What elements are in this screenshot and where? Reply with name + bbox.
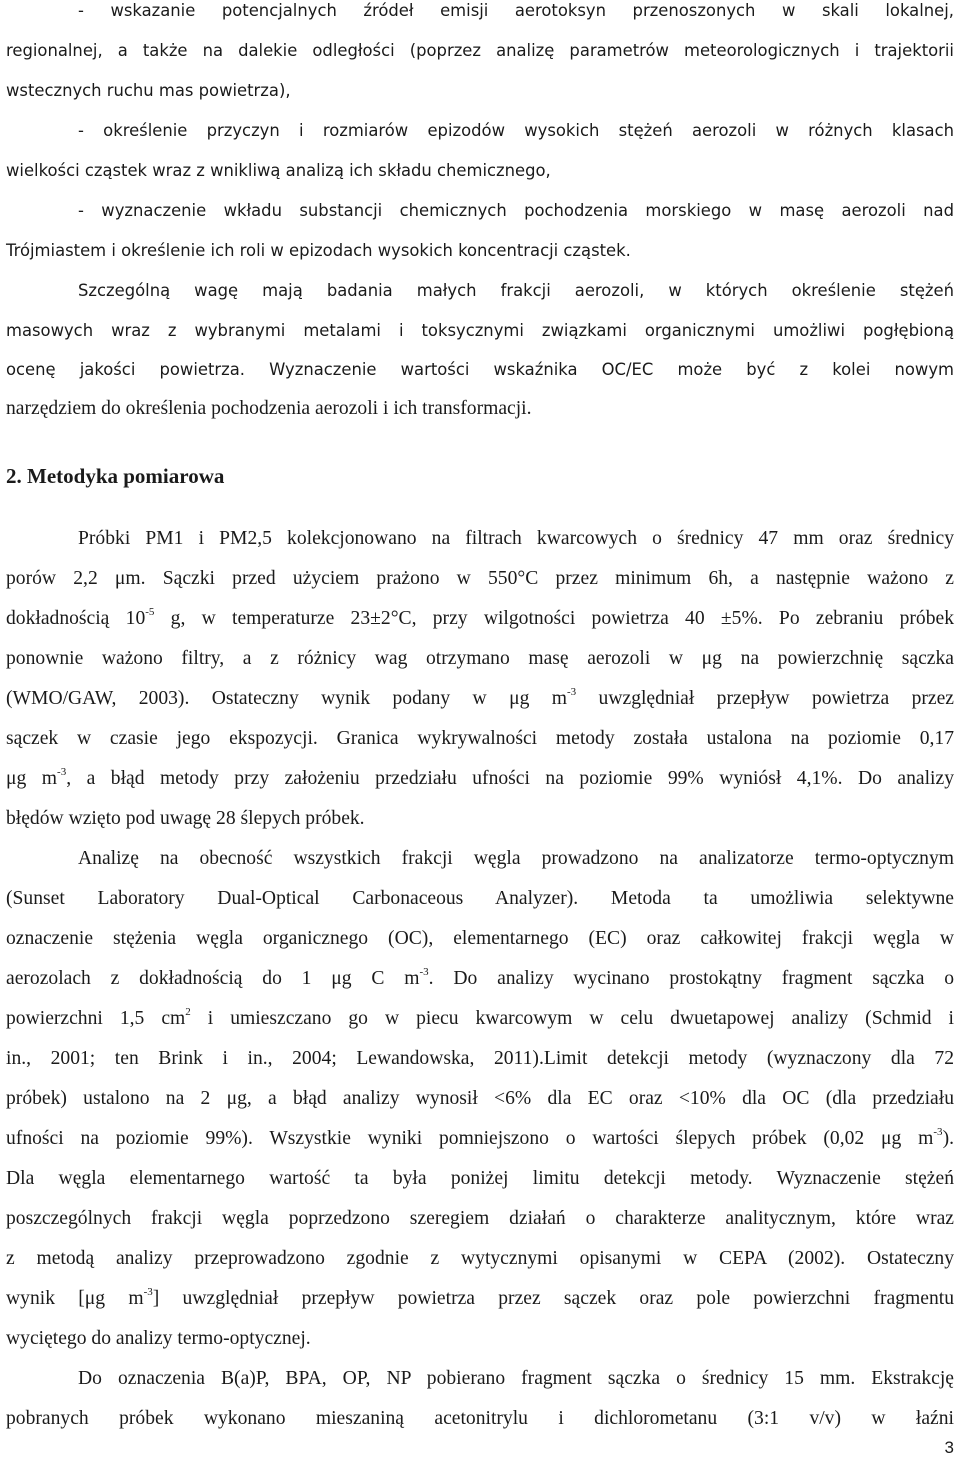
text-line: wstecznych ruchu mas powietrza), [6, 81, 291, 100]
text-line: Dla węgla elementarnego wartość ta była poniżej limitu detekcji metody. Wyznaczenie stężeń [6, 1168, 954, 1189]
superscript: -3 [57, 766, 67, 778]
text-line: wyciętego do analizy termo-optycznej. [6, 1328, 311, 1349]
text-line [6, 1128, 954, 1152]
text-line [6, 968, 954, 992]
text-line: poszczególnych frakcji węgla poprzedzono szeregiem działań o charakterze analitycznym, które wraz [6, 1208, 954, 1229]
superscript: -3 [933, 1126, 943, 1138]
text-line [6, 688, 954, 712]
text-line: pobranych próbek wykonano mieszaniną acetonitrylu i dichlorometanu (3:1 v/v) w łaźni [6, 1408, 954, 1429]
text-line: narzędziem do określenia pochodzenia aerozoli i ich transformacji. [6, 398, 532, 419]
text-run: (WMO/GAW, 2003). Ostateczny wynik podany w μg m [6, 688, 567, 709]
text-run: wynik [μg m [6, 1288, 144, 1309]
text-line: sączek w czasie jego ekspozycji. Granica wykrywalności metody została ustalona na poziomie 0,17 [6, 728, 954, 749]
text-line: Trójmiastem i określenie ich roli w epizodach wysokich koncentracji cząstek. [6, 241, 631, 260]
text-line: Analizę na obecność wszystkich frakcji węgla prowadzono na analizatorze termo-optycznym [78, 848, 954, 869]
superscript: -5 [145, 606, 155, 618]
page-number: 3 [944, 1438, 954, 1457]
text-line: regionalnej, a także na dalekie odległości (poprzez analizę parametrów meteorologicznych i trajektorii [6, 41, 954, 60]
text-line [6, 1008, 954, 1032]
text-line: - określenie przyczyn i rozmiarów epizodów wysokich stężeń aerozoli w różnych klasach [78, 121, 954, 140]
text-run: ufności na poziomie 99%). Wszystkie wyniki pomniejszono o wartości ślepych próbek (0,02 μg m [6, 1128, 934, 1149]
text-run: uwzględniał przepływ powietrza przez [576, 688, 954, 709]
text-run: g, w temperaturze 23±2°C, przy wilgotności powietrza 40 ±5%. Po zebraniu próbek [154, 608, 954, 629]
text-line: z metodą analizy przeprowadzono zgodnie z wytycznymi opisanymi w CEPA (2002). Ostateczny [6, 1248, 954, 1269]
text-line [6, 608, 954, 632]
text-line: masowych wraz z wybranymi metalami i toksycznymi związkami organicznymi umożliwi pogłębioną [6, 321, 954, 340]
text-run: aerozolach z dokładnością do 1 μg C m [6, 968, 420, 989]
text-line: ocenę jakości powietrza. Wyznaczenie wartości wskaźnika OC/EC może być z kolei nowym [6, 360, 954, 379]
text-run: dokładnością 10 [6, 608, 146, 629]
text-run: i umieszczano go w piecu kwarcowym w celu dwuetapowej analizy (Schmid i [190, 1008, 954, 1029]
superscript: -3 [419, 966, 429, 978]
text-line: Szczególną wagę mają badania małych frakcji aerozoli, w których określenie stężeń [78, 281, 954, 300]
text-run: . Do analizy wycinano prostokątny fragment sączka o [428, 968, 955, 989]
text-line [6, 768, 954, 792]
text-run: ] uwzględniał przepływ powietrza przez sączek oraz pole powierzchni fragmentu [152, 1288, 954, 1309]
superscript: -3 [567, 686, 577, 698]
text-run: , a błąd metody przy założeniu przedziału ufności na poziomie 99% wyniósł 4,1%. Do analizy [66, 768, 954, 789]
text-line: Próbki PM1 i PM2,5 kolekcjonowano na filtrach kwarcowych o średnicy 47 mm oraz średnicy [78, 528, 954, 549]
text-line: Do oznaczenia B(a)P, BPA, OP, NP pobierano fragment sączka o średnicy 15 mm. Ekstrakcję [78, 1368, 954, 1389]
text-line [6, 1288, 954, 1312]
text-line: oznaczenie stężenia węgla organicznego (OC), elementarnego (EC) oraz całkowitej frakcji węgla w [6, 928, 954, 949]
text-line: (Sunset Laboratory Dual-Optical Carbonaceous Analyzer). Metoda ta umożliwia selektywne [6, 888, 954, 909]
superscript: 2 [185, 1006, 191, 1018]
text-line: porów 2,2 μm. Sączki przed użyciem prażono w 550°C przez minimum 6h, a następnie ważono z [6, 568, 954, 589]
text-line: wielkości cząstek wraz z wnikliwą analizą ich składu chemicznego, [6, 161, 551, 180]
text-run: μg m [6, 768, 58, 789]
text-run: powierzchni 1,5 cm [6, 1008, 186, 1029]
text-line: próbek) ustalono na 2 μg, a błąd analizy wynosił <6% dla EC oraz <10% dla OC (dla przedziału [6, 1088, 954, 1109]
superscript: -3 [143, 1286, 153, 1298]
text-line: in., 2001; ten Brink i in., 2004; Lewandowska, 2011).Limit detekcji metody (wyznaczony dla 72 [6, 1048, 954, 1069]
section-heading: 2. Metodyka pomiarowa [6, 464, 225, 488]
text-line: błędów wzięto pod uwagę 28 ślepych próbek. [6, 808, 365, 829]
text-run: ). [942, 1128, 954, 1149]
text-line: - wskazanie potencjalnych źródeł emisji aerotoksyn przenoszonych w skali lokalnej, [78, 1, 954, 20]
text-line: - wyznaczenie wkładu substancji chemicznych pochodzenia morskiego w masę aerozoli nad [78, 201, 954, 220]
text-line: ponownie ważono filtry, a z różnicy wag otrzymano masę aerozoli w μg na powierzchnię sączka [6, 648, 954, 669]
